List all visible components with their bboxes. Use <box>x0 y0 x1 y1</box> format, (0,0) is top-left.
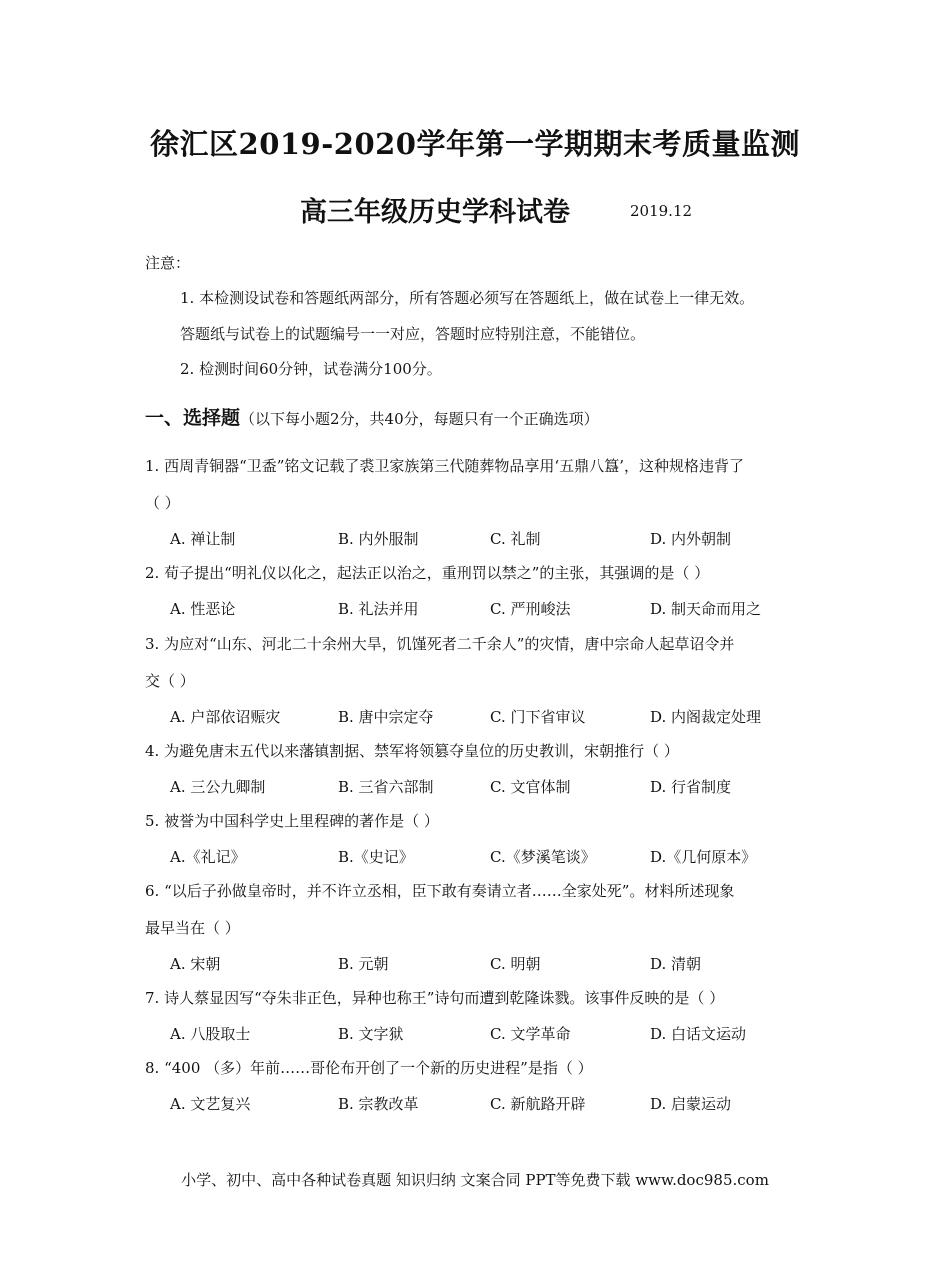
section-heading <box>145 403 599 430</box>
q2-option-a: A. 性恶论 <box>170 600 236 618</box>
q8-option-c: C. 新航路开辟 <box>490 1095 586 1113</box>
q5-option-b: B.《史记》 <box>338 848 414 866</box>
q7-option-d: D. 白话文运动 <box>650 1025 747 1043</box>
q1-option-a: A. 禅让制 <box>170 530 236 548</box>
notice-line-2: 答题纸与试卷上的试题编号一一对应，答题时应特别注意，不能错位。 <box>180 325 646 343</box>
exam-date: 2019.12 <box>630 202 693 220</box>
q1-option-d: D. 内外朝制 <box>650 530 732 548</box>
page-footer: 小学、初中、高中各种试卷真题 知识归纳 文案合同 PPT等免费下载 www.doc985.com <box>181 1171 769 1189</box>
q8-option-d: D. 启蒙运动 <box>650 1095 732 1113</box>
q3-option-d: D. 内阁裁定处理 <box>650 708 762 726</box>
q4-option-b: B. 三省六部制 <box>338 778 434 796</box>
q3-option-c: C. 门下省审议 <box>490 708 586 726</box>
section-note: （以下每小题2分，共40分，每题只有一个正确选项） <box>240 410 599 428</box>
question-3-stem: 3. 为应对“山东、河北二十余州大旱，饥馑死者二千余人”的灾情，唐中宗命人起草诏令并 <box>145 635 735 653</box>
q4-option-d: D. 行省制度 <box>650 778 732 796</box>
q3-option-a: A. 户部依诏赈灾 <box>170 708 281 726</box>
q6-option-d: D. 清朝 <box>650 955 702 973</box>
q2-option-b: B. 礼法并用 <box>338 600 419 618</box>
question-6-stem-cont: 最早当在（ ） <box>145 919 240 937</box>
q4-option-a: A. 三公九卿制 <box>170 778 266 796</box>
q1-option-c: C. 礼制 <box>490 530 541 548</box>
q7-option-a: A. 八股取士 <box>170 1025 251 1043</box>
question-3-stem-cont: 交（ ） <box>145 672 195 690</box>
exam-title-line2: 高三年级历史学科试卷 <box>300 197 570 228</box>
q7-option-b: B. 文字狱 <box>338 1025 404 1043</box>
q1-option-b: B. 内外服制 <box>338 530 419 548</box>
q2-option-c: C. 严刑峻法 <box>490 600 571 618</box>
exam-title-line1: 徐汇区2019-2020学年第一学期期末考质量监测 <box>150 127 800 161</box>
question-8-stem: 8. “400 （多）年前……哥伦布开创了一个新的历史进程”是指（ ） <box>145 1059 593 1077</box>
q2-option-d: D. 制天命而用之 <box>650 600 762 618</box>
q6-option-c: C. 明朝 <box>490 955 541 973</box>
notice-label: 注意： <box>145 254 191 272</box>
q8-option-b: B. 宗教改革 <box>338 1095 419 1113</box>
q5-option-c: C.《梦溪笔谈》 <box>490 848 596 866</box>
section-title: 一、选择题 <box>145 407 241 429</box>
q5-option-d: D.《几何原本》 <box>650 848 757 866</box>
question-2-stem: 2. 荀子提出“明礼仪以化之，起法正以治之，重刑罚以禁之”的主张，其强调的是（ ） <box>145 564 710 582</box>
question-4-stem: 4. 为避免唐末五代以来藩镇割据、禁军将领篡夺皇位的历史教训，宋朝推行（ ） <box>145 742 679 760</box>
question-1-stem-cont: （ ） <box>145 494 180 512</box>
q6-option-b: B. 元朝 <box>338 955 389 973</box>
question-6-stem: 6. “以后子孙做皇帝时，并不许立丞相，臣下敢有奏请立者……全家处死”。材料所述现象 <box>145 882 735 900</box>
q3-option-b: B. 唐中宗定夺 <box>338 708 434 726</box>
notice-line-3: 2. 检测时间60分钟，试卷满分100分。 <box>180 360 442 378</box>
q5-option-a: A.《礼记》 <box>170 848 246 866</box>
question-7-stem: 7. 诗人蔡显因写“夺朱非正色，异种也称王”诗句而遭到乾隆诛戮。该事件反映的是（ ） <box>145 989 725 1007</box>
notice-line-1: 1. 本检测设试卷和答题纸两部分，所有答题必须写在答题纸上，做在试卷上一律无效。 <box>180 289 755 307</box>
q6-option-a: A. 宋朝 <box>170 955 221 973</box>
question-5-stem: 5. 被誉为中国科学史上里程碑的著作是（ ） <box>145 812 439 830</box>
q8-option-a: A. 文艺复兴 <box>170 1095 251 1113</box>
question-1-stem: 1. 西周青铜器“卫盉”铭文记载了裘卫家族第三代随葬物品享用‘五鼎八簋’，这种规格违背了 <box>145 457 744 475</box>
q4-option-c: C. 文官体制 <box>490 778 571 796</box>
q7-option-c: C. 文学革命 <box>490 1025 571 1043</box>
